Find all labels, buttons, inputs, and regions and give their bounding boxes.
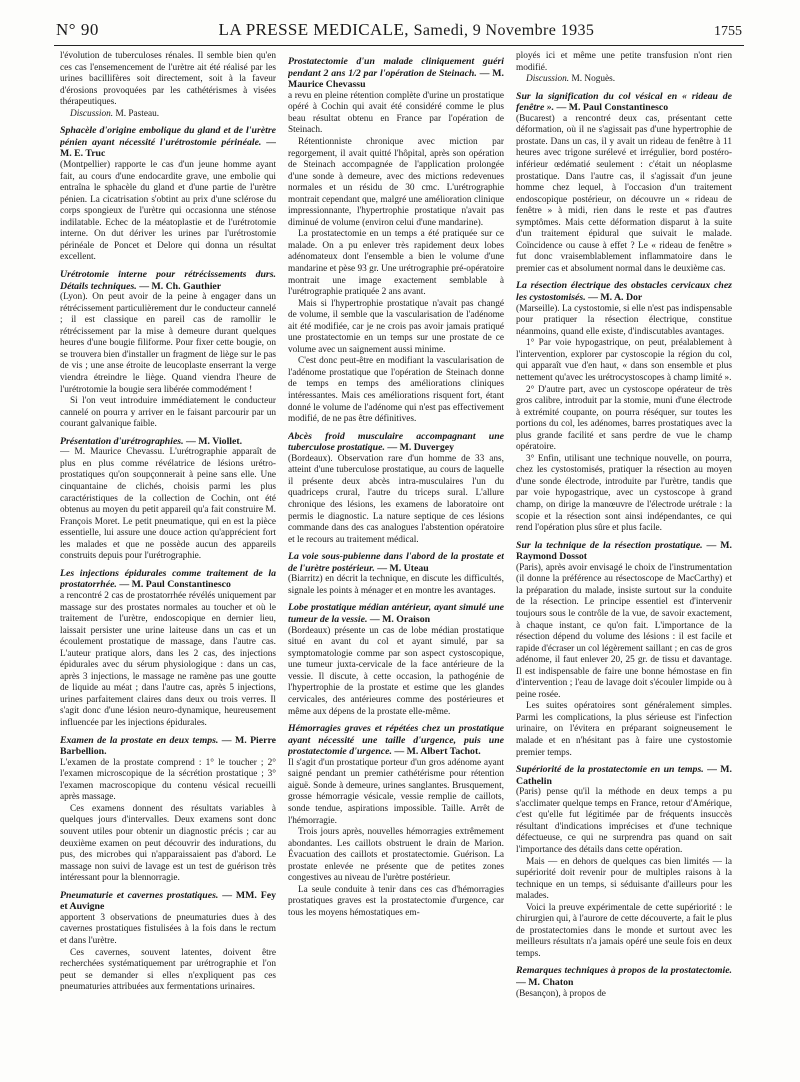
column-3 [516,51,732,1069]
paragraph: Mais si l'hypertrophie prostatique n'avait pas changé de volume, il semble que la vascularisation de l'adénome ait été modifiée, car je ne crois pas avoir jamais pratiqué une prostatectomie en un temps sur une prostate de ce volume avec un saignement aussi minime. [288,298,504,355]
article-heading: Abcès froid musculaire accompagnant une tuberculose prostatique. [288,430,504,454]
article-title [288,431,504,454]
article-heading: Hémorragies graves et répétées chez un prostatique ayant nécessité une taille d'urgence, puis une prostatectomie d'urgence. [288,723,504,758]
article-body [516,787,732,856]
discussion-line [60,109,276,121]
article-body [516,989,732,1001]
paragraph: Ces cavernes, souvent latentes, doivent être recherchées systématiquement par urétrographie et l'on peut se demander si elles n'expliquent pas ces pneumaturies attribuées aux fermentations urinaires. [60,947,276,993]
discussion-line [516,74,732,86]
article-text: apportent 3 observations de pneumaturies dues à des cavernes prostatiques fistulisées à la fois dans le rectum et dans l'urètre. [60,912,276,947]
article-title [60,735,276,758]
page-number: 1755 [714,24,742,39]
article-body [288,91,504,137]
discussion-names: M. Pasteau. [113,108,160,119]
article-text: en décrit la technique, en discute les difficultés, signale les points à ménager et en montre les avantages. [288,574,504,596]
article-title [288,551,504,574]
paragraph: 1° Par voie hypogastrique, on peut, préalablement à l'intervention, explorer par cystoscopie la région du col, qui apparaît vue d'en haut, « dans son ensemble et plus nettement qu'avec les urétrocystoscopes à champ limité ». [516,338,732,383]
article-author: — M. Viollet. [183,435,243,447]
article-body [60,591,276,730]
article-text: pense qu'il la méthode en deux temps a pu s'acclimater quelque temps en France, retour d'Amérique, c'est qu'elle fut légitimée par de fréquents insuccès résultant d'indications imprécises et d'une technique défectueuse, ce qui ne surprendra pas quand on sait l'importance des détails dans cette opération. [516,787,732,856]
article-heading: Supériorité de la prostatectomie en un temps. [516,764,704,776]
article-heading: La résection électrique des obstacles cervicaux chez les cystostomisés. [516,280,732,304]
article-place: (Bordeaux) [288,625,331,636]
issue-number: N° 90 [56,20,99,39]
article-title [60,125,276,160]
journal-title [219,20,595,40]
article-body [288,758,504,827]
paragraph: 2° D'autre part, avec un cystoscope opérateur de très gros calibre, introduit par la stomie, muni d'une électrode à extrémité coupante, on pourra réséquer, sur toutes les portions du col, les adénomes, barres prostatiques avec la plus grande facilité et sans perdre de vue le champ opératoire. [516,384,732,453]
article-heading: Examen de la prostate en deux temps. [60,734,219,746]
article-body [60,447,276,562]
article-title [60,890,276,913]
article-author: — M. Maurice Chevassu [288,67,504,91]
article-title [60,568,276,591]
article-heading: Sphacèle d'origine embolique du gland et de l'urètre pénien ayant nécessité l'urétrostomie périnéale. [60,125,276,148]
discussion-label: Discussion. [70,108,114,119]
article-heading: Urétrotomie interne pour rétrécissements durs. Détails techniques. [60,268,276,292]
article-author: — M. Chaton [516,977,574,989]
article-place: (Bucarest) [516,113,555,124]
article-author: — M. Ch. Gauthier [136,280,222,292]
article-author: — M. A. Dor [585,292,643,304]
article-text: à propos de [560,988,606,999]
paragraph: La prostatectomie en un temps a été pratiquée sur ce malade. On a pu enlever très rapidement deux lobes adénomateux dont l'ensemble a bien le volume d'une mandarine et pèse 93 gr. Une urétrographie pré-opératoire montrait une image exactement semblable à l'urétrographie pratiquée 2 ans avant. [288,229,504,298]
article-author: — M. Duvergey [384,442,454,454]
article-author: — M. E. Truc [60,136,276,160]
article-author: — MM. Fey et Auvigne [60,889,276,913]
article-title [60,269,276,292]
article-text: — M. Maurice Chevassu. L'urétrographie apparaît de plus en plus comme révélatrice de lésions urétro-prostatiques qu'on soupçonnerait à peine sans elle. Une cinquantaine de clichés, choisis parmi les plus caractéristiques de la collection de Cochin, ont été obtenus au moyen du petit appareil qu'a fait construire M. François Moret. Le petit pneumatique, qui en est la pièce essentielle, lui assure une douce action qu'apprécient fort les malades et que ne possède aucun des appareils construits depuis pour l'urétrographie. [60,447,276,562]
article-text: Il s'agit d'un prostatique porteur d'un gros adénome ayant saigné pendant un premier cathétérisme pour rétention aiguë. Sonde à demeure, urines sanglantes. Brusquement, grosse hémorragie vésicale, vessie remplie de caillots, sonde tendue, aspirations impossible. Taille. Arrêt de l'hémorragie. [288,757,504,826]
article-heading: Lobe prostatique médian antérieur, ayant simulé une tumeur de la vessie. [288,602,504,626]
article-heading: Pneumaturie et cavernes prostatiques. [60,889,219,901]
article-title [516,91,732,114]
article-body [288,626,504,718]
article-body [60,758,276,804]
article-place: (Marseille). [516,303,560,314]
article-author: — M. Paul Constantinesco [554,102,669,114]
column-2 [288,51,504,1069]
article-text: a revu en pleine rétention complète d'urine un prostatique opéré à Cochin qui avait été considéré comme le plus beau résultat obtenu en France par l'opération de Steinach. [288,90,504,136]
article-title [516,280,732,303]
article-author: — M. Uteau [374,562,429,574]
article-body [516,114,732,276]
article-place: (Lyon). [60,292,88,303]
article-body [288,574,504,597]
issue-date: Samedi, 9 Novembre 1935 [413,22,595,39]
article-text: a rencontré deux cas, présentant cette déformation, où il ne s'agissait pas d'une hypertrophie de prostate. Dans un cas, il y avait un rideau de fenêtre à 11 heures avec trigone surélevé et irrégulier, bord postéro-inférieur œdématié seulement : c'était un néoplasme prostatique. Dans l'autre cas, il s'agissait d'un jeune homme chez lequel, à l'occasion d'un traitement endoscopique postérieur, on découvre un « rideau de fenêtre » à midi, rien dans le reste et pas d'autres symptômes. Mais cette déformation disparut à la suite d'un traitement épidural que suivait le malade. Coïncidence ou cause à effet ? Le « rideau de fenêtre » fut donc vraisemblablement inflammatoire dans le premier cas et absolument normal dans le deuxième cas. [516,113,732,274]
article-text: L'examen de la prostate comprend : 1° le toucher ; 2° l'examen microscopique de la sécrétion prostatique ; 3° l'examen macroscopique du contenu vésical recueilli après massage. [60,757,276,803]
article-author: — M. Pierre Barbellion. [60,734,276,758]
article-title [288,723,504,758]
article-body [60,292,276,396]
article-title [516,965,732,988]
paragraph: Voici la preuve expérimentale de cette supériorité : le chirurgien qui, à l'aurore de cette découverte, a fait le plus de prostatectomies dans le monde et surtout avec les meilleurs résultats n'a jamais opéré une seule fois en deux temps. [516,902,732,959]
paragraph: 3° Enfin, utilisant une technique nouvelle, on pourra, chez les cystostomisés, pratiquer la résection au moyen d'une sonde électrode, introduite par l'urètre, tandis que par voie hypogastrique, avec un cystoscope à grand champ, on dirige la manœuvre de l'électrode urétrale : la scopie et la résection sont ainsi indépendantes, ce qui rend l'opération plus sûre et plus facile. [516,453,732,534]
discussion-label: Discussion. [526,74,570,85]
article-author: — M. Oraison [367,614,431,626]
article-author: — M. Albert Tachot. [391,746,481,758]
article-place: (Bordeaux). [288,453,333,464]
article-text: présente un cas de lobe médian prostatique situé en avant du col et ayant simulé, par sa symptomatologie comme par son aspect cystoscopique, une tumeur juxta-cervicale de la face antérieure de la vessie. Il discute, à cette occasion, la pathogénie de l'hypertrophie de la prostate et estime que les glandes cervicales, des antérieures comme des postérieures et même aux dépens de la prostate elle-même. [288,625,504,717]
article-place: (Biarritz) [288,574,323,585]
article-body [516,563,732,702]
paragraph: La seule conduite à tenir dans ces cas d'hémorragies prostatiques graves est la prostatectomie d'urgence, car tous les moyens hémostatiques em- [288,884,504,918]
article-place: (Montpellier) [60,160,111,171]
article-text: rapporte le cas d'un jeune homme ayant fait, au cours d'une endocardite grave, une embolie qui entraîna le sphacèle du gland et d'une partie de l'urètre pénien. La cicatrisation s'obtint au prix d'une sclérose du corps spongieux de l'urètre qui occasionna une sténose indilatable. Echec de la méatoplastie et de l'urétrotomie interne. On dut dériver les urines par l'urétrostomie périnéale de Poncet et Delore qui donna un résultat excellent. [60,160,276,263]
article-body [60,913,276,948]
discussion-names: M. Noguès. [569,74,616,85]
article-place: (Paris), [516,562,544,573]
article-heading: Remarques techniques à propos de la prostatectomie. [516,965,732,977]
article-heading: Présentation d'urétrographies. [60,435,184,447]
paragraph: C'est donc peut-être en modifiant la vascularisation de l'adénome prostatique que l'opération de Steinach donne de temps en temps des améliorations cliniques intéressantes. Mais ces améliorations risquent fort, étant donné le volume de l'adénome qui n'est pas effectivement modifié, de ne pas être définitives. [288,356,504,425]
article-title [288,602,504,625]
article-heading: Prostatectomie d'un malade cliniquement guéri pendant 2 ans 1/2 par l'opération de Steinach. [288,56,504,79]
article-text: après avoir envisagé le choix de l'instrumentation (il donne la préférence au résectoscope de MacCarthy) et la préparation du malade, insiste surtout sur la conduite de la résection. Le principe essentiel est d'intervenir toujours sous le contrôle de la vue, de savoir exactement, à chaque instant, ce qu'on fait. L'importance de la résection dépend du volume des lésions : il est facile et rapide d'écraser un col légèrement saillant ; en cas de gros adénome, il faut enlever 20, 25 gr. de tissu et davantage. Il est indispensable de faire une bonne hémostase en fin d'intervention ; l'eau de lavage doit s'écouler limpide ou à peine rosée. [516,562,732,700]
article-place: (Paris) [516,787,541,798]
article-text: a rencontré 2 cas de prostatorrhée révélés uniquement par massage sur des prostates normales au toucher et où le traitement de l'urètre, endoscopique en dernier lieu, laissait persister une urine laiteuse dans un cas et un écoulement prostatique de massage, dans l'autre cas. L'auteur pratique alors, dans les 2 cas, des injections épidurales avec du sérum physiologique : dans un cas, après 3 injections, le massage ne ramène pas une goutte de liquide au méat ; dans l'autre cas, après 5 injections, urines parfaitement claires dans deux ou trois verres. Il s'agit donc d'une lésion neuro-dynamique, heureusement influencée par les injections épidurales. [60,590,276,728]
paragraph: Rétentionniste chronique avec miction par regorgement, il avait quitté l'hôpital, après son opération de Steinach accompagnée de l'application prolongée d'une sonde à demeure, avec des mictions redevenues normales et un résidu de 30 cmc. L'urétrographie montrait cependant que, malgré une amélioration clinique impressionnante, l'hypertrophie prostatique n'avait pas diminué de volume (environ celui d'une mandarine). [288,136,504,228]
article-text: On peut avoir de la peine à engager dans un rétrécissement particulièrement dur le conducteur cannelé ; il est classique en pareil cas de ramollir le rétrécissement par la mise à demeure durant quelques heures d'une bougie filiforme. Pour fixer cette bougie, on se trouvera bien d'installer un fragment de liège sur le pas de vis ; une anse étroite de leucoplaste enserrant la verge viendra étreindre le liège. Quand viendra l'heure de l'urétrotomie la bougie sera libérée commodément ! [60,292,276,395]
page-header [56,20,742,42]
article-body [288,454,504,546]
paragraph: Ces examens donnent des résultats variables à quelques jours d'intervalles. Deux examens sont donc souvent utiles pour obtenir un diagnostic précis ; car au deuxième examen on peut découvrir des indurations, du pus, des microbes qui n'apparaissaient pas d'abord. Le massage non suivi de lavage est un test de guérison très intéressant pour la blennorragie. [60,803,276,884]
article-heading: Sur la technique de la résection prostatique. [516,539,703,551]
article-heading: Les injections épidurales comme traitement de la prostatorrhée. [60,567,276,591]
article-text: La cystostomie, si elle n'est pas indispensable pour pratiquer la résection électrique, constitue néanmoins, quand elle existe, d'indiscutables avantages. [516,303,732,337]
article-author: — M. Paul Constantinesco [116,579,231,591]
paragraph: Trois jours après, nouvelles hémorragies extrêmement abondantes. Les caillots obstruent le drain de Marion. Évacuation des caillots et prostatectomie. Guérison. La prostate enlevée ne présente que de petites zones congestives au niveau de l'urètre postérieur. [288,827,504,884]
article-title [516,764,732,787]
paragraph: Si l'on veut introduire immédiatement le conducteur cannelé on pourra y arriver en le faisant parcourir par un courant galvanique faible. [60,396,276,430]
article-body [516,304,732,339]
article-title [288,56,504,91]
article-title [516,540,732,563]
article-body [60,160,276,264]
paragraph: Mais — en dehors de quelques cas bien limités — la supériorité doit revenir pour de multiples raisons à la technique en un temps, si séduisante d'ailleurs pour les malades. [516,856,732,902]
article-heading: La voie sous-pubienne dans l'abord de la prostate et de l'urètre postérieur. [288,551,504,574]
article-author: — M. Cathelin [516,764,732,787]
paragraph: ployés ici et même une petite transfusion n'ont rien modifié. [516,51,732,73]
journal-name: LA PRESSE MEDICALE, [218,20,409,39]
paragraph: Les suites opératoires sont généralement simples. Parmi les complications, la plus sérieuse est l'infection urinaire, on l'évitera en préparant soigneusement le malade et en n'hésitant pas à faire une cystostomie premier temps. [516,701,732,758]
article-heading: Sur la signification du col vésical en « rideau de fenêtre ». [516,90,732,114]
header-rule [54,45,744,46]
article-title [60,436,276,448]
article-author: — M. Raymond Dossot [516,539,732,563]
column-1 [60,51,276,1069]
paragraph: l'évolution de tuberculoses rénales. Il semble bien qu'en ces cas l'ensemencement de l'urètre ait été réalisé par les urines bacillifères soit directement, soit à la faveur d'érosions provoquées par les cathétérismes à visées thérapeutiques. [60,51,276,108]
article-text: Observation rare d'un homme de 33 ans, atteint d'une tuberculose prostatique, au cours de laquelle il présente deux abcès intra-musculaires l'un du quadriceps crural, l'autre du triceps sural. L'allure chronique des lésions, les examens de laboratoire ont permis le diagnostic. La nature septique de ces lésions commande dans des cas analogues l'abstention opératoire et le recours au traitement médical. [288,453,504,545]
article-place: (Besançon), [516,988,561,999]
